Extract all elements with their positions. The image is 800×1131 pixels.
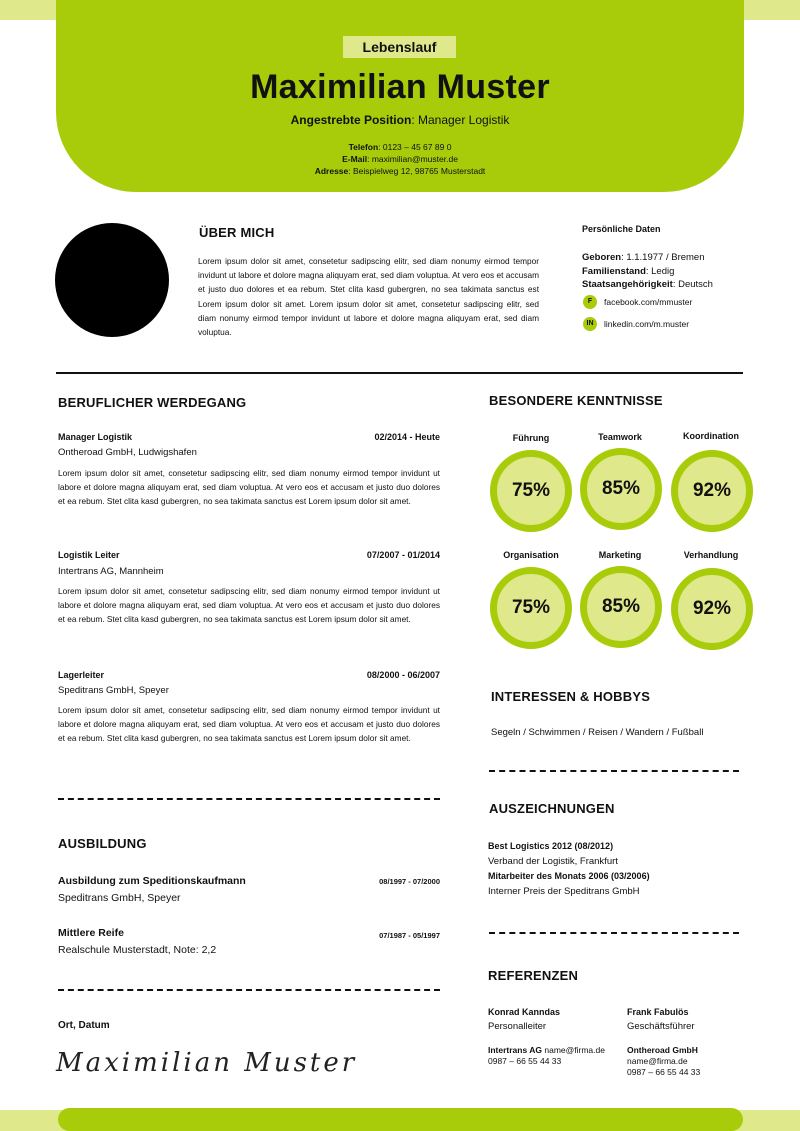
dashed-divider [489,770,739,772]
contact-phone: Telefon: 0123 – 45 67 89 0 [348,142,452,152]
section-divider [56,372,743,374]
job-date: 02/2014 - Heute [374,432,440,442]
reference-role: Personalleiter [488,1021,547,1032]
reference-role: Geschäftsführer [627,1021,695,1032]
references-title: REFERENZEN [488,968,579,983]
facebook-link[interactable]: facebook.com/mmuster [604,297,693,307]
bottom-bar [58,1108,743,1131]
skill-circle: 85% [580,448,662,530]
job-title: Manager Logistik [58,432,133,442]
skill-label: Organisation [503,550,559,560]
cv-badge: Lebenslauf [343,36,456,58]
education-item-date: 08/1997 - 07/2000 [379,877,440,886]
job-title: Lagerleiter [58,670,105,680]
awards-title: AUSZEICHNUNGEN [489,801,615,816]
about-title: ÜBER MICH [199,225,275,240]
skill-circle: 92% [671,568,753,650]
reference-contact: Intertrans AG name@firma.de [488,1045,605,1055]
reference-phone: 0987 – 66 55 44 33 [627,1067,701,1077]
skills-title: BESONDERE KENNTNISSE [489,393,663,408]
place-date-label: Ort, Datum [58,1020,110,1031]
skill-circle: 75% [490,450,572,532]
job-date: 07/2007 - 01/2014 [366,550,440,560]
reference-name: Konrad Kanndas [488,1007,561,1017]
job-description: Lorem ipsum dolor sit amet, consetetur sadipscing elitr, sed diam nonumy eirmod tempor invidunt ut labore et dolore magna aliquyam erat, sed diam voluptua. At vero eos et accusam et justo duo dolores et ea rebum. Stet clita kasd gubergren, no sea takimata sanctus est Lorem ipsum dolor sit amet. [58,705,440,744]
education-item-title: Ausbildung zum Speditionskaufmann [58,875,246,887]
education-item-place: Speditrans GmbH, Speyer [58,892,181,904]
job-description: Lorem ipsum dolor sit amet, consetetur sadipscing elitr, sed diam nonumy eirmod tempor invidunt ut labore et dolore magna aliquyam erat, sed diam voluptua. At vero eos et accusam et justo duo dolores et ea rebum. Stet clita kasd gubergren, no sea takimata sanctus est Lorem ipsum dolor sit amet. [58,586,440,625]
skill-label: Koordination [683,431,739,441]
job-company: Ontheroad GmbH, Ludwigshafen [58,447,197,458]
personal-nationality: Staatsangehörigkeit: Deutsch [582,279,713,290]
hobbies-title: INTERESSEN & HOBBYS [491,689,651,704]
reference-phone: 0987 – 66 55 44 33 [488,1056,562,1066]
facebook-icon: F [583,295,597,309]
education-item-place: Realschule Musterstadt, Note: 2,2 [58,944,217,956]
contact-address: Adresse: Beispielweg 12, 98765 Musterstadt [314,166,486,176]
skill-label: Führung [512,433,550,443]
contact-email: E-Mail: maximilian@muster.de [342,154,458,164]
education-item-date: 07/1987 - 05/1997 [379,931,440,940]
hobbies-text: Segeln / Schwimmen / Reisen / Wandern / Fußball [491,727,704,738]
dashed-divider [489,932,739,934]
reference-company: Ontheroad GmbH [627,1045,698,1055]
handwritten-signature: Maximilian Muster [56,1048,358,1078]
education-title: AUSBILDUNG [58,836,147,851]
personal-born: Geboren: 1.1.1977 / Bremen [582,252,705,263]
job-company: Intertrans AG, Mannheim [58,566,164,577]
person-name: Maximilian Muster [250,68,550,106]
job-date: 08/2000 - 06/2007 [366,670,440,680]
personal-status: Familienstand: Ledig [582,266,675,277]
skill-label: Verhandlung [683,550,739,560]
linkedin-link[interactable]: linkedin.com/m.muster [604,319,690,329]
award-title: Best Logistics 2012 (08/2012) [488,841,614,851]
dashed-divider [58,798,440,800]
job-description: Lorem ipsum dolor sit amet, consetetur sadipscing elitr, sed diam nonumy eirmod tempor invidunt ut labore et dolore magna aliquyam erat, sed diam voluptua. At vero eos et accusam et justo duo dolores et ea rebum. Stet clita kasd gubergren, no sea takimata sanctus est Lorem ipsum dolor sit amet. [58,468,440,507]
target-position: Angestrebte Position: Manager Logistik [290,113,510,127]
about-text: Lorem ipsum dolor sit amet, consetetur sadipscing elitr, sed diam nonumy eirmod tempor invidunt ut labore et dolore magna aliquyam erat, sed diam voluptua. At vero eos et accusam et justo duo dolores et ea rebum. Stet clita kasd gubergren, no sea takimata sanctus est Lorem ipsum dolor sit amet. Lorem ipsum dolor sit amet, consetetur sadipscing elitr, sed diam nonumy eirmod tempor invidunt ut labore et dolore magna aliquyam erat, sed diam voluptua. [198,256,539,338]
personal-title: Persönliche Daten [582,224,661,234]
career-title: BERUFLICHER WERDEGANG [58,395,247,410]
profile-photo [55,223,169,337]
job-title: Logistik Leiter [58,550,120,560]
dashed-divider [58,989,440,991]
reference-name: Frank Fabulös [627,1007,689,1017]
skill-circle: 92% [671,450,753,532]
reference-email: name@firma.de [627,1056,688,1066]
award-title: Mitarbeiter des Monats 2006 (03/2006) [488,871,650,881]
linkedin-icon: IN [583,317,597,331]
award-org: Verband der Logistik, Frankfurt [488,856,618,867]
skill-label: Teamwork [598,432,642,442]
education-item-title: Mittlere Reife [58,927,124,939]
skill-label: Marketing [598,550,642,560]
skill-circle: 75% [490,567,572,649]
award-org: Interner Preis der Speditrans GmbH [488,886,640,897]
job-company: Speditrans GmbH, Speyer [58,685,169,696]
skill-circle: 85% [580,566,662,648]
